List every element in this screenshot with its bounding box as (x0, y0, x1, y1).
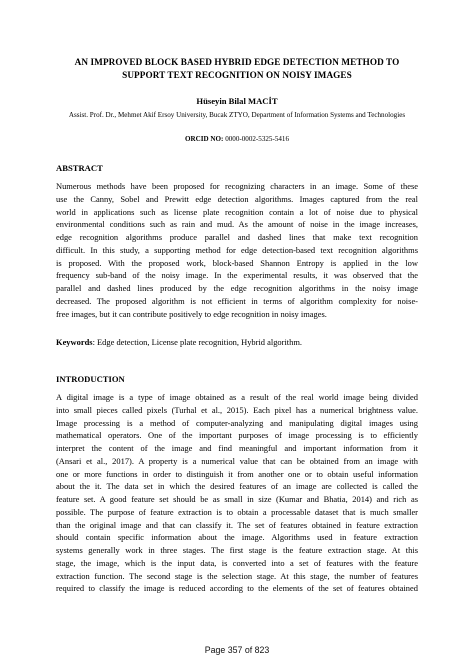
introduction-line: Image processing is a method of computer-analyzing and manipulating digital images using (56, 417, 418, 428)
abstract-line: edge recognition algorithms produce parallel and dashed lines that make text recognition (56, 232, 418, 242)
introduction-line: about the it. The data set in which the desired features of an image are collected is called the (56, 481, 418, 492)
introduction-line: one or more functions in order to distinguish it from another one or to obtain useful information (56, 468, 418, 479)
abstract-line: difficult. In this study, a supporting method for edge detection-based text recognition algorithms (56, 244, 418, 255)
orcid-value: 0000-0002-5325-5416 (225, 135, 290, 143)
abstract-body (56, 180, 418, 320)
introduction-line: stage, the image, which is the input data, is converted into a set of features with the feature (56, 557, 418, 568)
introduction-line: into small pieces called pixels (Turhal et al., 2015). Each pixel has a numerical brightness value. (56, 404, 418, 415)
introduction-line: extraction function. The second stage is the selection stage. At this stage, the number of features (56, 570, 418, 581)
title-line: AN IMPROVED BLOCK BASED HYBRID EDGE DETECTION METHOD TO (74, 57, 400, 67)
author-affiliation: Assist. Prof. Dr., Mehmet Akif Ersoy University, Bucak ZTYO, Department of Information Systems and Technologies (68, 111, 406, 119)
introduction-line: required to classify the image is reduced according to the elements of the set of features obtained (56, 583, 418, 594)
introduction-line: feature set. A good feature set should be as small in size (Kumar and Bhatia, 2014) and rich as (56, 494, 418, 504)
abstract-line: environmental conditions such as rain and mud. As the amount of noise in the image increases, (56, 219, 418, 230)
introduction-line: possible. The purpose of feature extraction is to obtain a processable dataset that is much smaller (56, 506, 418, 517)
keywords-line (56, 336, 418, 348)
introduction-line: interpret the content of the image and find meaningful and important information from it (56, 443, 418, 453)
keywords-label: Keywords (56, 337, 93, 347)
introduction-line: mathematical operators. One of the important purposes of image processing is to efficiently (56, 430, 418, 441)
author-name: Hüseyin Bilal MACİT (196, 96, 278, 106)
keywords-text: : Edge detection, License plate recognition, Hybrid algorithm. (92, 337, 303, 347)
abstract-line: is proposed. With the proposed work, block-based Shannon Entropy is applied in the low (56, 257, 418, 268)
orcid-line (56, 134, 418, 145)
abstract-line: parallel and dashed lines produced by the edge recognition algorithms in the noisy image (56, 283, 418, 293)
abstract-line: decreased. The proposed algorithm is not efficient in terms of algorithm complexity for noise- (56, 295, 418, 306)
introduction-line: systems generally work in three stages. The first stage is the feature extraction stage. At this (56, 545, 418, 555)
abstract-line: frequency sub-band of the noisy image. In the experimental results, it was observed that the (56, 270, 418, 281)
abstract-line: free images, but it can contribute positively to edge recognition in noisy images. (56, 308, 327, 319)
introduction-heading: INTRODUCTION (56, 374, 125, 384)
abstract-line: world in applications such as license plate recognition contain a lot of noise due to physical (56, 206, 418, 217)
abstract-line: use the Canny, Sobel and Prewitt edge detection algorithms. Images captured from the real (56, 193, 418, 204)
paper-title (56, 56, 418, 82)
abstract-heading: ABSTRACT (56, 163, 103, 173)
abstract-line: Numerous methods have been proposed for recognizing characters in an image. Some of these (56, 181, 418, 191)
introduction-line: A digital image is a type of image obtained as a result of the real world image being divided (56, 392, 418, 402)
introduction-line: than the original image and that can classify it. The set of features obtained in feature extraction (56, 519, 418, 530)
orcid-label: ORCID NO: (184, 135, 224, 143)
introduction-line: (Ansari et al., 2017). A property is a numerical value that can be obtained from an image with (56, 455, 418, 466)
title-line: SUPPORT TEXT RECOGNITION ON NOISY IMAGES (122, 70, 352, 80)
introduction-body (56, 391, 418, 595)
page-number-footer: Page 357 of 823 (204, 645, 270, 655)
introduction-line: should contain specific information about the image. Algorithms used in feature extraction (56, 532, 418, 543)
